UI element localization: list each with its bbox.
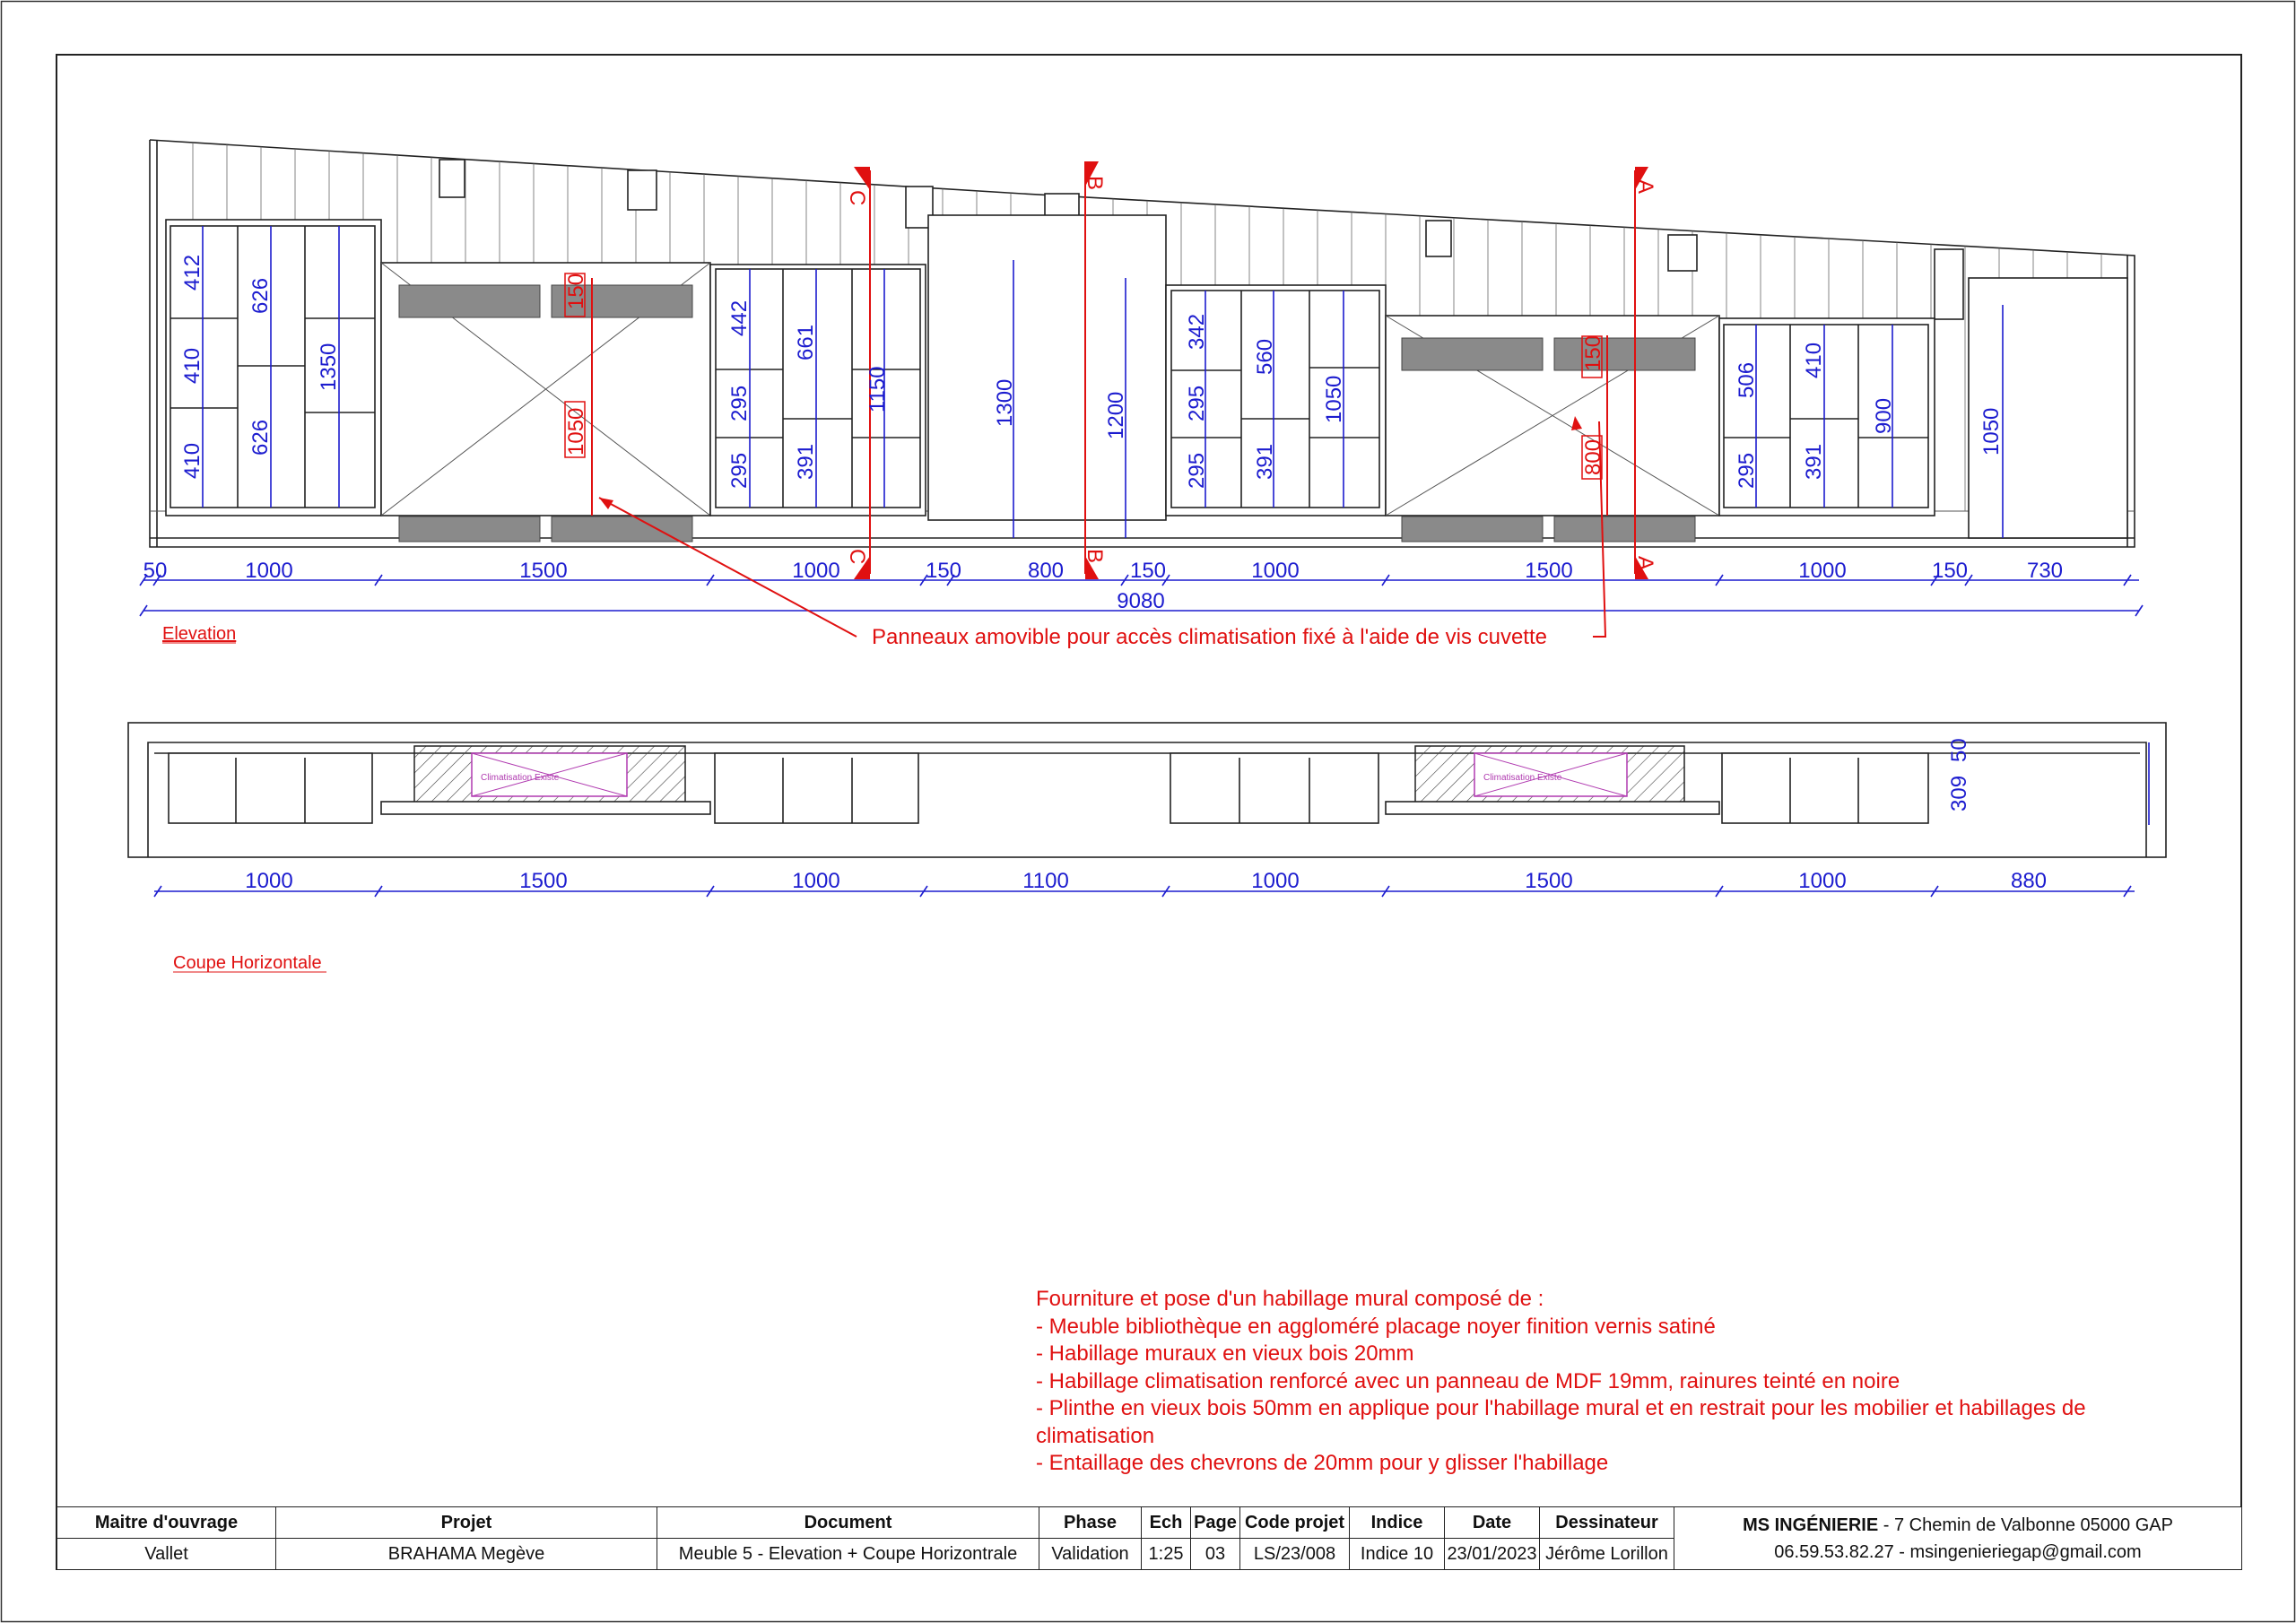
section-bookcase-2 (715, 753, 918, 823)
vdim-560: 560 (1253, 338, 1277, 375)
vdim-1050b: 1050 (1979, 407, 2004, 456)
value-document: Meuble 5 - Elevation + Coupe Horizontrale (657, 1539, 1039, 1570)
vdim-295b: 295 (727, 452, 752, 489)
section-ac-2 (1386, 746, 1719, 814)
section-bookcase-3 (1170, 753, 1378, 823)
section-horizontal-dimensions (245, 869, 2047, 893)
vdim-1350: 1350 (317, 343, 341, 391)
vdim-410c: 410 (1802, 342, 1826, 378)
company-address: - 7 Chemin de Valbonne 05000 GAP (1878, 1515, 2173, 1535)
vdim-626a: 626 (248, 277, 273, 314)
specification-notes (1036, 1286, 2112, 1478)
section-marker-b-bottom: B (1083, 549, 1107, 564)
vdim-391b: 391 (1253, 443, 1277, 480)
header-phase: Phase (1039, 1507, 1142, 1539)
vdim-442: 442 (727, 299, 752, 336)
vdim-412: 412 (180, 254, 204, 291)
vdim-1050a: 1050 (1322, 375, 1346, 423)
hdim-1500a: 1500 (519, 559, 568, 583)
sdim-1500b: 1500 (1525, 869, 1573, 893)
sdim-1000d: 1000 (1798, 869, 1847, 893)
vdim-1300: 1300 (993, 378, 1017, 427)
vdim-342: 342 (1185, 313, 1209, 350)
note-line-4: - Habillage climatisation renforcé avec un panneau de MDF 19mm, rainures teinté en noire (1036, 1368, 1900, 1393)
vdim-410b: 410 (180, 442, 204, 479)
hdim-730: 730 (2026, 559, 2064, 583)
vdim-391a: 391 (794, 443, 818, 480)
value-dessinateur: Jérôme Lorillon (1540, 1539, 1674, 1570)
sdim-1000c: 1000 (1251, 869, 1300, 893)
vdim-295c: 295 (1185, 385, 1209, 421)
hdim-50: 50 (143, 559, 168, 583)
header-ech: Ech (1142, 1507, 1191, 1539)
section-label: Coupe Horizontale (173, 953, 322, 973)
vdim-295d: 295 (1185, 452, 1209, 489)
section-bookcase-4 (1722, 753, 1928, 823)
vdim-506: 506 (1735, 361, 1759, 398)
hdim-1000c: 1000 (1251, 559, 1300, 583)
hdim-150b: 150 (1129, 559, 1167, 583)
title-block (57, 1506, 2242, 1570)
elevation-view (140, 140, 2143, 649)
value-indice: Indice 10 (1350, 1539, 1445, 1570)
sdim-1000b: 1000 (792, 869, 840, 893)
hdim-1500b: 1500 (1525, 559, 1573, 583)
company-info (1674, 1507, 2242, 1570)
section-ac-1 (381, 746, 710, 814)
section-dim-50: 50 (1947, 738, 1971, 762)
section-marker-b-top: B (1083, 176, 1107, 191)
vdim-295e: 295 (1735, 452, 1759, 489)
section-dim-309-label: 309 (1947, 775, 1971, 812)
value-code-projet: LS/23/008 (1240, 1539, 1350, 1570)
vdim-391c: 391 (1802, 443, 1826, 480)
vdim-800: 800 (1581, 438, 1605, 475)
vdim-295a: 295 (727, 385, 752, 421)
hdim-150a: 150 (925, 559, 962, 583)
vdim-661: 661 (794, 324, 818, 360)
hdim-150c: 150 (1931, 559, 1969, 583)
vdim-626b: 626 (248, 419, 273, 456)
header-indice: Indice (1350, 1507, 1445, 1539)
value-projet: BRAHAMA Megève (276, 1539, 657, 1570)
section-bookcase-1 (169, 753, 372, 823)
sdim-1100: 1100 (1022, 869, 1069, 893)
vdim-1050-left: 1050 (564, 407, 588, 456)
sdim-1500a: 1500 (519, 869, 568, 893)
elevation-label: Elevation (162, 624, 237, 644)
vdim-900: 900 (1872, 397, 1896, 434)
company-contact: 06.59.53.82.27 - msingenieriegap@gmail.com (1774, 1541, 2142, 1562)
sdim-1000a: 1000 (245, 869, 293, 893)
vdim-150-right: 150 (1581, 334, 1605, 371)
elevation-horizontal-dimensions (144, 559, 2063, 613)
hdim-1000d: 1000 (1798, 559, 1847, 583)
section-marker-a-bottom: A (1633, 556, 1657, 571)
sdim-880: 880 (2010, 869, 2048, 893)
header-maitre-ouvrage: Maitre d'ouvrage (57, 1507, 276, 1539)
value-date: 23/01/2023 (1445, 1539, 1540, 1570)
header-dessinateur: Dessinateur (1540, 1507, 1674, 1539)
value-ech: 1:25 (1142, 1539, 1191, 1570)
note-line-5: - Plinthe en vieux bois 50mm en applique pour l'habillage mural et en restrait pour les mobilier et habillages de climatisation (1036, 1396, 2086, 1448)
value-phase: Validation (1039, 1539, 1142, 1570)
header-document: Document (657, 1507, 1039, 1539)
company-name: MS INGÉNIERIE (1743, 1515, 1879, 1535)
hdim-1000b: 1000 (792, 559, 840, 583)
hdim-total: 9080 (1117, 589, 1165, 613)
note-line-3: - Habillage muraux en vieux bois 20mm (1036, 1341, 1414, 1366)
note-line-6: - Entaillage des chevrons de 20mm pour y glisser l'habillage (1036, 1451, 1609, 1475)
horizontal-section-view (128, 723, 2166, 973)
vdim-150-left: 150 (564, 273, 588, 309)
vdim-1200: 1200 (1104, 391, 1128, 439)
clim-label-2: Climatisation Existe (1483, 773, 1562, 783)
header-code-projet: Code projet (1240, 1507, 1350, 1539)
hdim-1000a: 1000 (245, 559, 293, 583)
ac-cover-2 (1386, 316, 1719, 542)
value-page: 03 (1191, 1539, 1240, 1570)
header-date: Date (1445, 1507, 1540, 1539)
note-line-1: Fourniture et pose d'un habillage mural composé de : (1036, 1287, 1544, 1311)
header-projet: Projet (276, 1507, 657, 1539)
clim-label-1: Climatisation Existe (481, 773, 560, 783)
value-maitre-ouvrage: Vallet (57, 1539, 276, 1570)
hdim-800: 800 (1027, 559, 1065, 583)
header-page: Page (1191, 1507, 1240, 1539)
vdim-1150: 1150 (865, 366, 890, 412)
ac-cover-1 (381, 263, 710, 542)
callout-text: Panneaux amovible pour accès climatisation fixé à l'aide de vis cuvette (872, 625, 1547, 649)
section-marker-c-top: C (845, 190, 869, 206)
section-marker-c-bottom: C (845, 549, 869, 565)
vdim-410a: 410 (180, 347, 204, 384)
note-line-2: - Meuble bibliothèque en aggloméré placage noyer finition vernis satiné (1036, 1314, 1716, 1339)
section-marker-a-top: A (1633, 179, 1657, 195)
